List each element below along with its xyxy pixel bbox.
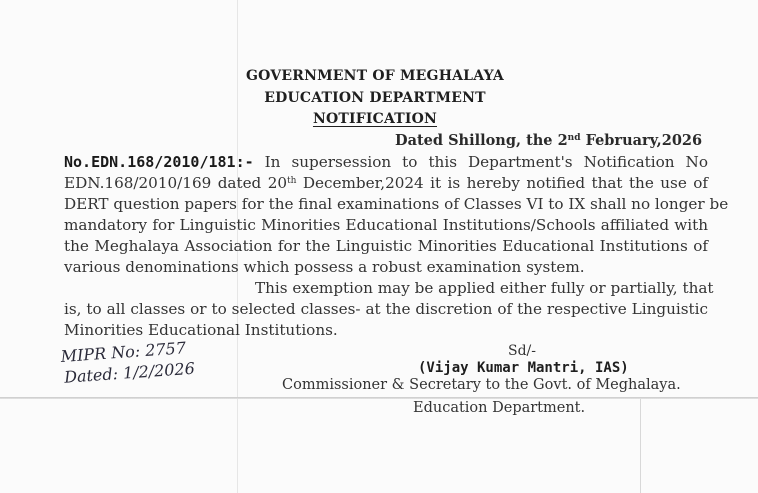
- paper-fold-line: [640, 399, 641, 493]
- body-text: December,2024 it is hereby notified that the use of: [296, 174, 708, 192]
- signatory-name: (Vijay Kumar Mantri, IAS): [418, 360, 629, 376]
- signature-sd: Sd/-: [508, 343, 536, 359]
- page-cut-line: [0, 397, 758, 399]
- body-line-1: [64, 153, 708, 171]
- mipr-date: Dated: 1/2/2026: [63, 358, 196, 387]
- body-line-8: is, to all classes or to selected classes- at the discretion of the respective Linguistic: [64, 300, 708, 318]
- body-line-6: various denominations which possess a robust examination system.: [64, 258, 585, 276]
- mipr-number: MIPR No: 2757: [60, 338, 187, 366]
- ordinal-suffix: th: [287, 176, 297, 186]
- signatory-department: Education Department.: [413, 400, 586, 416]
- handwritten-mipr-note: [60, 337, 195, 388]
- date-suffix: February,2026: [580, 132, 703, 149]
- body-line-7: This exemption may be applied either fully or partially, that: [255, 279, 714, 297]
- government-heading: GOVERNMENT OF MEGHALAYA: [246, 68, 504, 84]
- body-line-3: DERT question papers for the final examinations of Classes VI to IX shall no longer be: [64, 195, 729, 213]
- body-text: In supersession to this Department's Notification No: [253, 153, 708, 171]
- body-line-5: the Meghalaya Association for the Linguistic Minorities Educational Institutions of: [64, 237, 708, 255]
- date-line: [395, 132, 702, 150]
- date-ordinal: nd: [567, 133, 581, 143]
- body-line-9: Minorities Educational Institutions.: [64, 321, 338, 339]
- notification-title: NOTIFICATION: [312, 111, 438, 127]
- body-text: EDN.168/2010/169 dated 20: [64, 174, 288, 192]
- body-line-4: mandatory for Linguistic Minorities Educational Institutions/Schools affiliated with: [64, 216, 708, 234]
- date-prefix: Dated Shillong, the 2: [395, 132, 568, 149]
- body-line-2: [64, 174, 708, 192]
- department-heading: EDUCATION DEPARTMENT: [264, 90, 486, 106]
- reference-number: No.EDN.168/2010/181:-: [64, 153, 254, 171]
- signatory-designation: Commissioner & Secretary to the Govt. of Meghalaya.: [282, 377, 681, 393]
